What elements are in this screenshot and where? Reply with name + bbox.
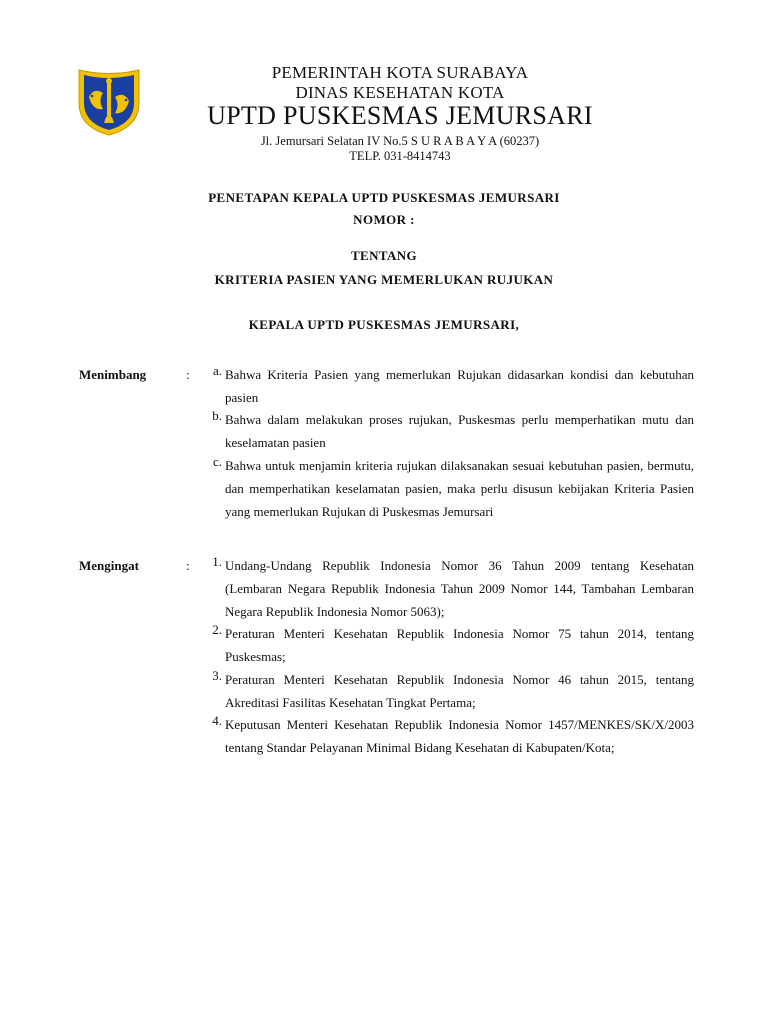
list-marker: c. [212, 454, 222, 469]
government-name: PEMERINTAH KOTA SURABAYA [271, 63, 529, 82]
list-item [196, 713, 694, 759]
list-text: Bahwa dalam melakukan proses rujukan, Puskesmas perlu memperhatikan mutu dan keselamatan pasien [225, 412, 694, 450]
list-marker: 4. [212, 713, 222, 728]
list-item [196, 408, 694, 454]
decree-subject: KRITERIA PASIEN YANG MEMERLUKAN RUJUKAN [214, 272, 554, 287]
list-marker: 1. [212, 554, 222, 569]
list-text: Bahwa untuk menjamin kriteria rujukan dilaksanakan sesuai kebutuhan pasien, bermutu, dan memperhatikan keselamatan pasien, maka perlu disusun kebijakan Kriteria Pasien yang memerlukan Rujukan di Puskesmas Jemursari [225, 458, 694, 519]
decree-number: NOMOR : [353, 212, 415, 227]
list-item [196, 622, 694, 668]
list-text: Peraturan Menteri Kesehatan Republik Indonesia Nomor 75 tahun 2014, tentang Puskesmas; [225, 626, 694, 664]
list-marker: b. [212, 408, 222, 423]
phone-line: TELP. 031-8414743 [349, 149, 451, 163]
surabaya-city-emblem-icon [76, 67, 142, 137]
address-line: Jl. Jemursari Selatan IV No.5 S U R A B A Y A (60237) [260, 134, 540, 148]
decree-title: PENETAPAN KEPALA UPTD PUSKESMAS JEMURSARI [208, 190, 560, 205]
list-text: Undang-Undang Republik Indonesia Nomor 36 Tahun 2009 tentang Kesehatan (Lembaran Negara Republik Indonesia Tahun 2009 Nomor 144, Tambahan Lembaran Negara Republik Indonesia Nomor 5063); [225, 558, 694, 619]
menimbang-colon: : [186, 367, 190, 382]
tentang-label: TENTANG [350, 248, 418, 263]
institution-name: UPTD PUSKESMAS JEMURSARI [207, 101, 593, 130]
mengingat-label: Mengingat [79, 558, 139, 573]
list-item [196, 668, 694, 714]
list-text: Keputusan Menteri Kesehatan Republik Indonesia Nomor 1457/MENKES/SK/X/2003 tentang Standar Pelayanan Minimal Bidang Kesehatan di Kabupaten/Kota; [225, 717, 694, 755]
agency-name: DINAS KESEHATAN KOTA [295, 83, 505, 102]
list-marker: 2. [212, 622, 222, 637]
menimbang-label: Menimbang [79, 367, 147, 382]
list-text: Peraturan Menteri Kesehatan Republik Indonesia Nomor 46 tahun 2015, tentang Akreditasi Fasilitas Kesehatan Tingkat Pertama; [225, 672, 694, 710]
list-item [196, 363, 694, 409]
list-item [196, 454, 694, 523]
list-text: Bahwa Kriteria Pasien yang memerlukan Rujukan didasarkan kondisi dan kebutuhan pasien [225, 367, 694, 405]
issuer-heading: KEPALA UPTD PUSKESMAS JEMURSARI, [248, 317, 520, 332]
list-item [196, 554, 694, 623]
list-marker: a. [212, 363, 222, 378]
list-marker: 3. [212, 668, 222, 683]
mengingat-colon: : [186, 558, 190, 573]
